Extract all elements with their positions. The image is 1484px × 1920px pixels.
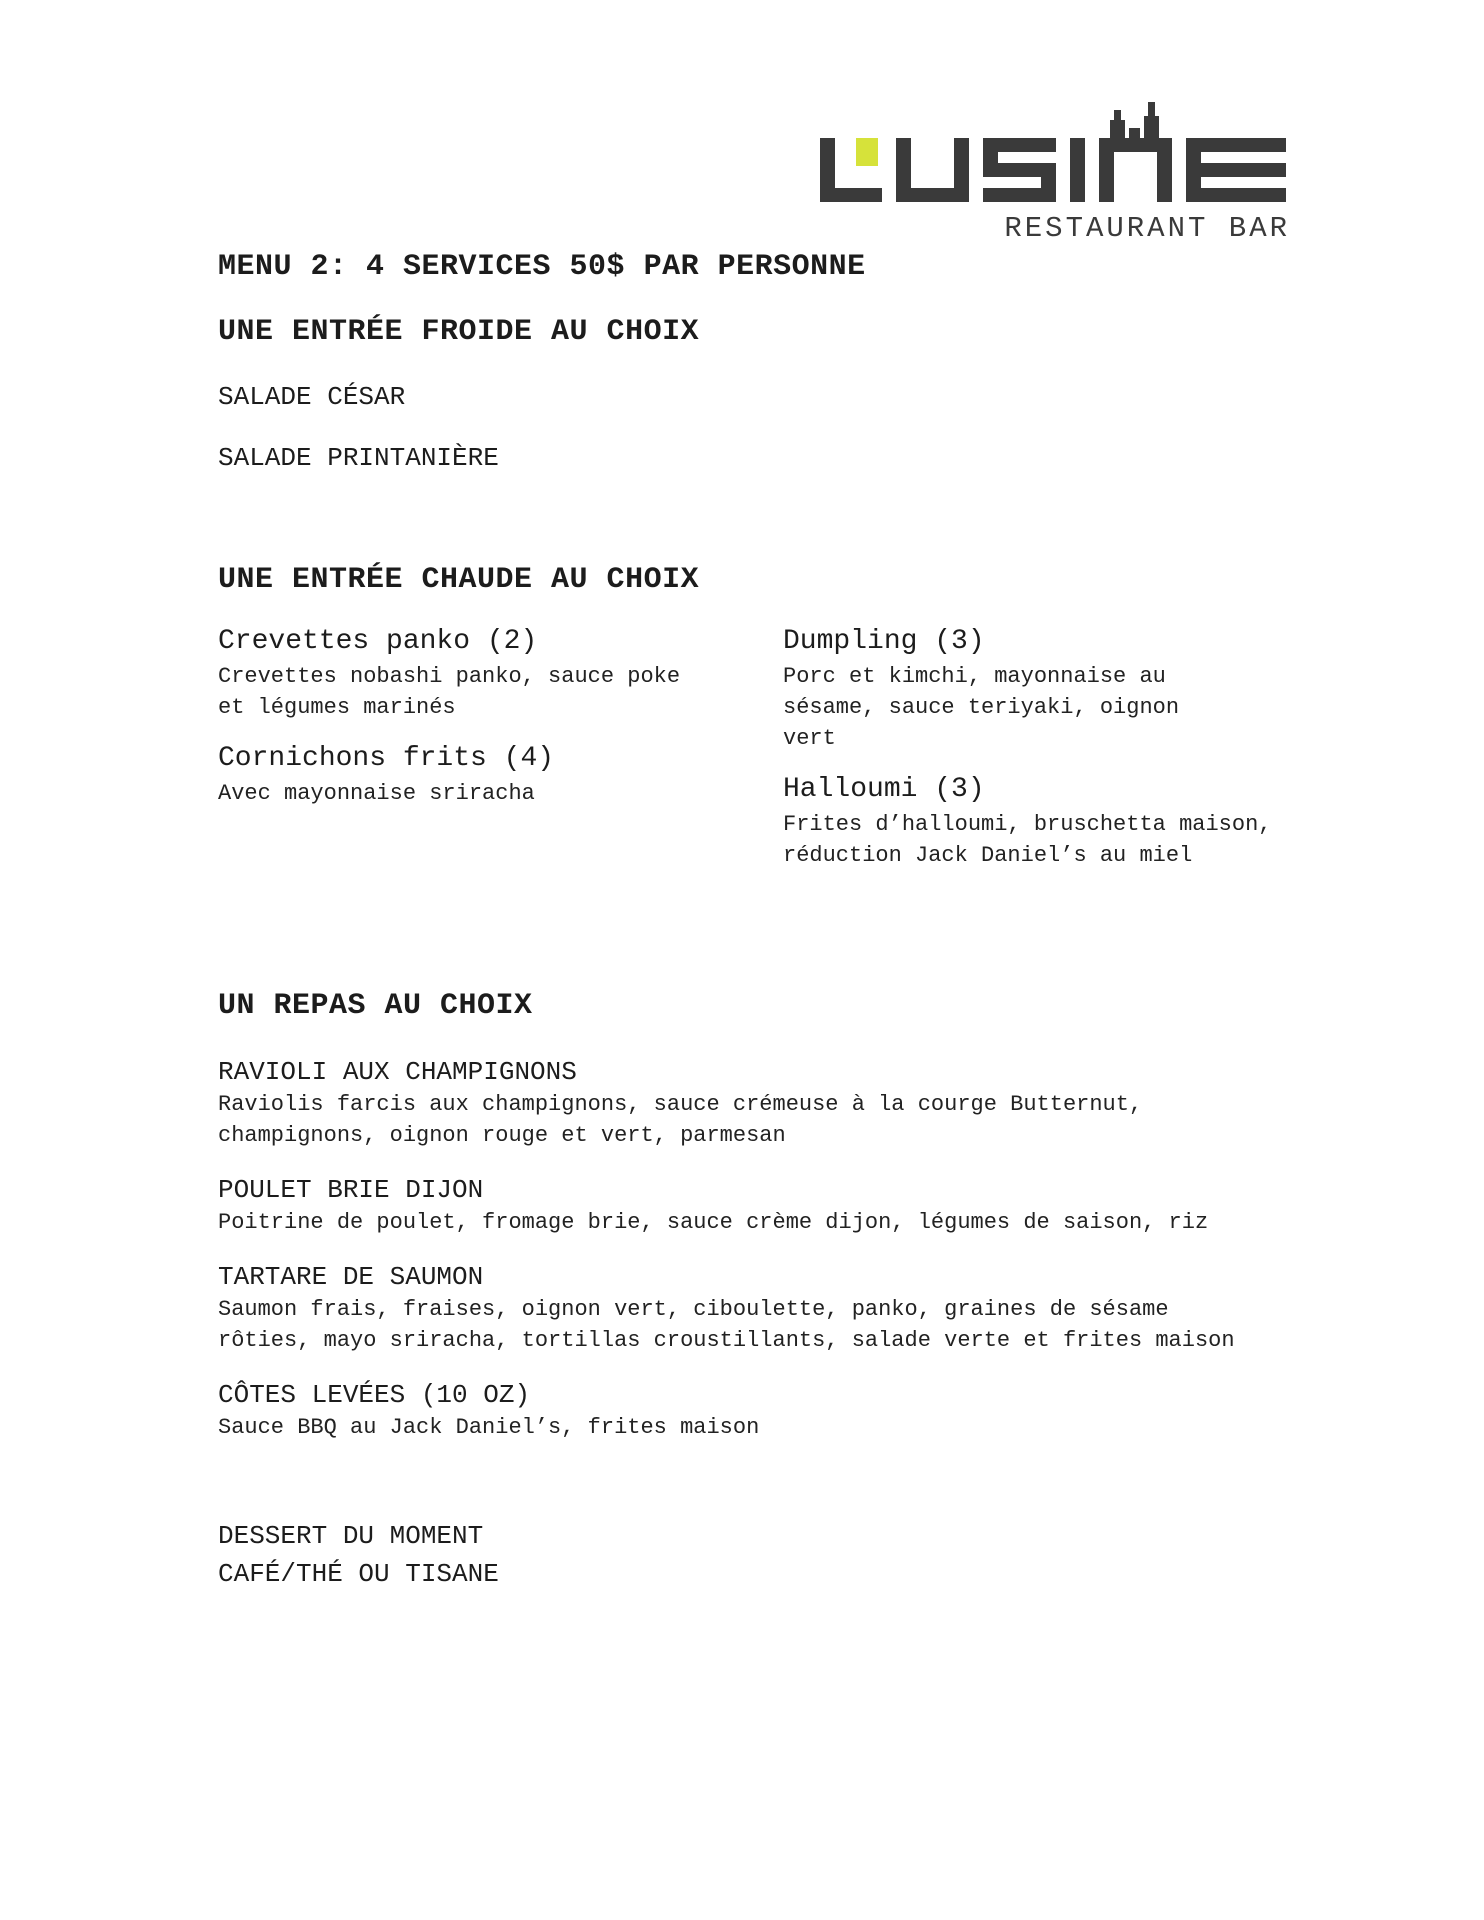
hot-starter-heading: UNE ENTRÉE CHAUDE AU CHOIX [218,563,700,597]
meal-name: RAVIOLI AUX CHAMPIGNONS [218,1057,577,1087]
menu-content [218,250,1308,1589]
logo-wordmark-icon [820,102,1290,207]
dish-description: Porc et kimchi, mayonnaise au sésame, sauce teriyaki, oignon vert [783,664,1180,751]
logo-subtitle: RESTAURANT BAR [1004,212,1290,245]
menu-title: MENU 2: 4 SERVICES 50$ PAR PERSONNE [218,250,866,284]
dish [783,774,1308,871]
main-course-heading: UN REPAS AU CHOIX [218,989,533,1023]
meal-description: Sauce BBQ au Jack Daniel’s, frites maison [218,1415,760,1440]
dish [218,743,783,809]
restaurant-logo [820,102,1290,252]
dessert-line: DESSERT DU MOMENT [218,1521,484,1551]
dish [218,626,783,723]
dish-description: Crevettes nobashi panko, sauce poke et légumes marinés [218,664,681,720]
dish-name: Halloumi (3) [783,774,985,805]
dish-name: Dumpling (3) [783,626,985,657]
meal-description: Poitrine de poulet, fromage brie, sauce crème dijon, légumes de saison, riz [218,1210,1209,1235]
meal [218,1380,1308,1443]
dish-name: Crevettes panko (2) [218,626,538,657]
hot-starter-right-column [783,626,1308,871]
hot-starter-left-column [218,626,783,871]
meal-name: TARTARE DE SAUMON [218,1262,484,1292]
dish-description: Avec mayonnaise sriracha [218,781,535,806]
hot-starter-columns [218,626,1308,871]
meal-name: POULET BRIE DIJON [218,1175,484,1205]
dish [783,626,1308,754]
meal [218,1057,1308,1151]
cold-starter-heading: UNE ENTRÉE FROIDE AU CHOIX [218,315,700,349]
cold-starter-item: SALADE PRINTANIÈRE [218,443,499,473]
meal-name: CÔTES LEVÉES (10 OZ) [218,1380,531,1410]
cold-starter-item: SALADE CÉSAR [218,382,406,412]
meal-description: Raviolis farcis aux champignons, sauce crémeuse à la courge Butternut, champignons, oignon rouge et vert, parmesan [218,1092,1143,1148]
dish-description: Frites d’halloumi, bruschetta maison, réduction Jack Daniel’s au miel [783,812,1272,868]
drink-line: CAFÉ/THÉ OU TISANE [218,1559,499,1589]
meal [218,1262,1308,1356]
meal [218,1175,1308,1238]
dish-name: Cornichons frits (4) [218,743,555,774]
meal-description: Saumon frais, fraises, oignon vert, ciboulette, panko, graines de sésame rôties, mayo sriracha, tortillas croustillants, salade verte et frites maison [218,1297,1235,1353]
